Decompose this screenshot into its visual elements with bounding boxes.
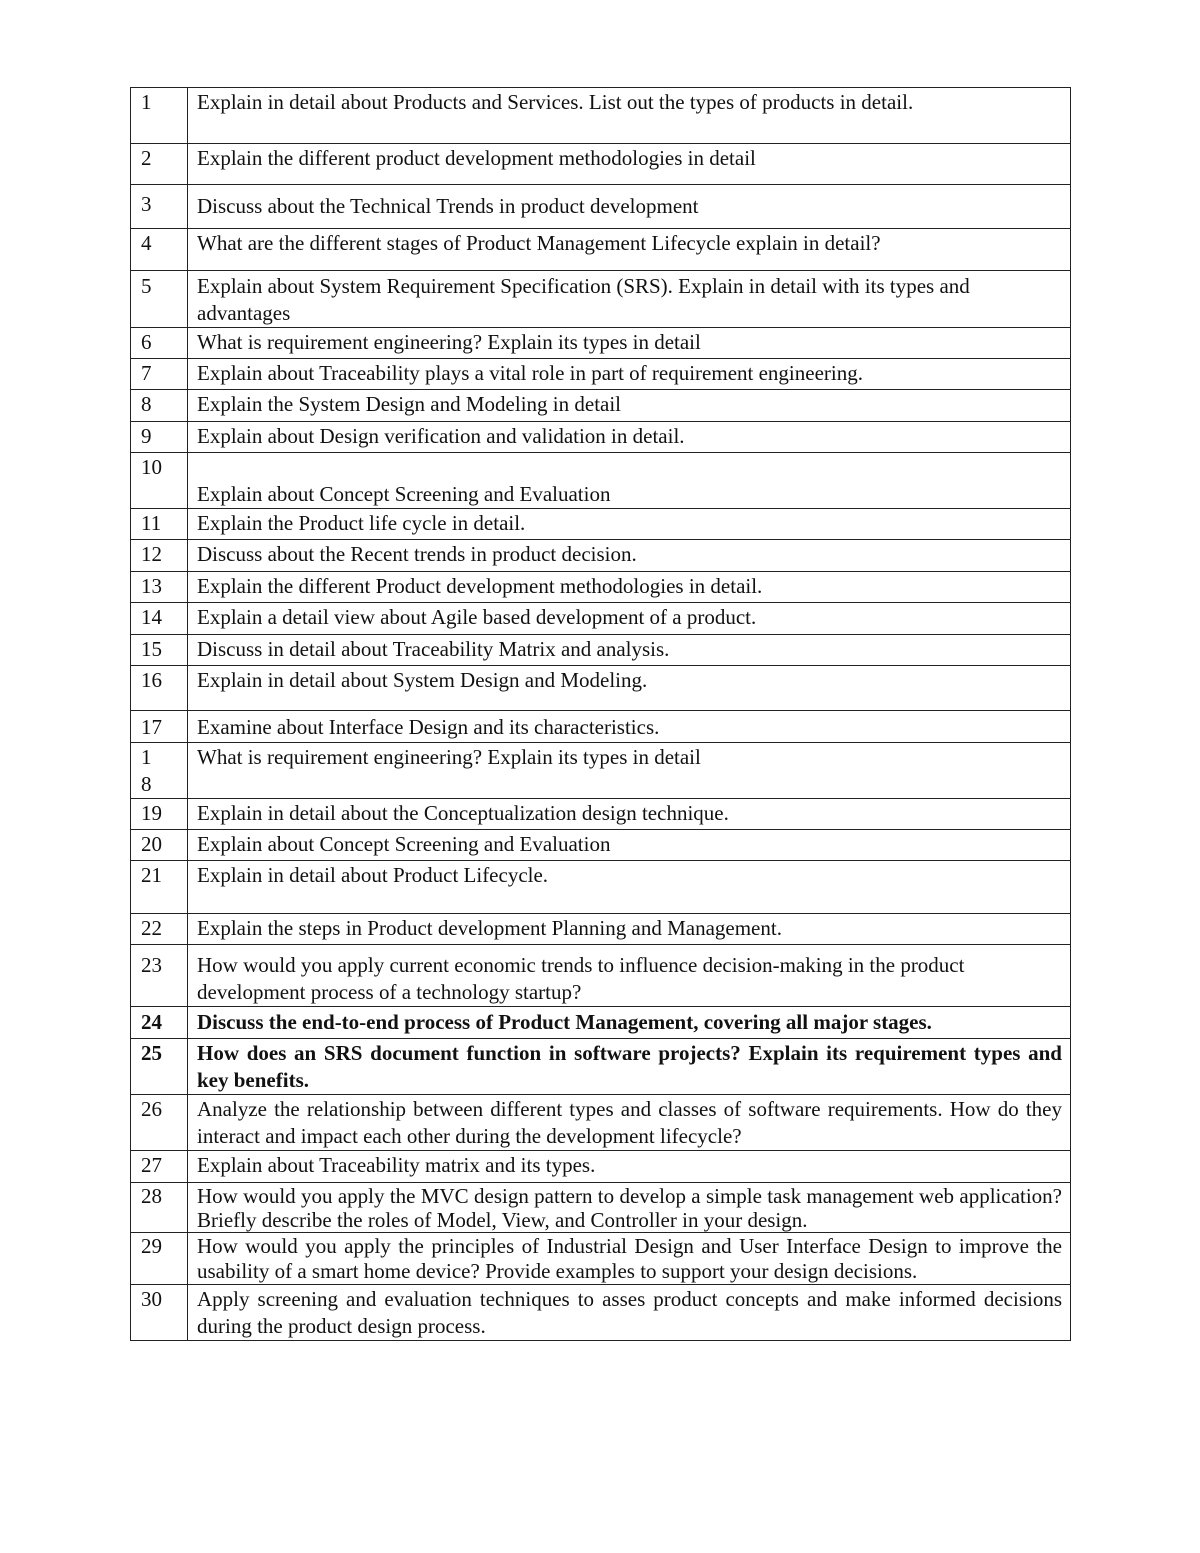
table-row — [131, 88, 1071, 144]
question-text: Explain about Concept Screening and Evaluation — [188, 453, 1071, 509]
question-number: 29 — [131, 1233, 188, 1285]
question-number: 16 — [131, 666, 188, 711]
question-number: 26 — [131, 1095, 188, 1151]
question-text: How would you apply the MVC design pattern to develop a simple task management web application? Briefly describe the roles of Model, View, and Controller in your design. — [188, 1183, 1071, 1233]
table-row — [131, 1183, 1071, 1233]
question-text: Discuss about the Technical Trends in product development — [188, 185, 1071, 229]
question-text: Analyze the relationship between different types and classes of software requirements. How do they interact and impact each other during the development lifecycle? — [188, 1095, 1071, 1151]
table-row — [131, 572, 1071, 603]
table-row — [131, 509, 1071, 540]
question-text: Explain about Concept Screening and Evaluation — [188, 830, 1071, 861]
table-row — [131, 271, 1071, 328]
question-text: How does an SRS document function in software projects? Explain its requirement types and key benefits. — [188, 1039, 1071, 1095]
table-row — [131, 229, 1071, 271]
question-number: 6 — [131, 328, 188, 359]
table-row — [131, 359, 1071, 390]
question-number: 30 — [131, 1285, 188, 1341]
question-text: Explain the System Design and Modeling in detail — [188, 390, 1071, 422]
table-row — [131, 861, 1071, 914]
question-text: Explain about Design verification and validation in detail. — [188, 422, 1071, 453]
table-row — [131, 1039, 1071, 1095]
table-row — [131, 390, 1071, 422]
question-number: 10 — [131, 453, 188, 509]
table-row — [131, 945, 1071, 1007]
question-text: How would you apply current economic trends to influence decision-making in the product development process of a technology startup? — [188, 945, 1071, 1007]
question-number: 23 — [131, 945, 188, 1007]
table-row — [131, 799, 1071, 830]
question-number: 1 8 — [131, 743, 188, 799]
question-text: Explain a detail view about Agile based development of a product. — [188, 603, 1071, 635]
question-text: What are the different stages of Product Management Lifecycle explain in detail? — [188, 229, 1071, 271]
table-row — [131, 453, 1071, 509]
question-table — [130, 87, 1071, 1341]
question-number: 22 — [131, 914, 188, 945]
question-number: 14 — [131, 603, 188, 635]
question-number: 3 — [131, 185, 188, 229]
question-text: Apply screening and evaluation techniques to asses product concepts and make informed decisions during the product design process. — [188, 1285, 1071, 1341]
question-text: Explain in detail about Products and Services. List out the types of products in detail. — [188, 88, 1071, 144]
table-row — [131, 328, 1071, 359]
question-number: 12 — [131, 540, 188, 572]
question-text: How would you apply the principles of Industrial Design and User Interface Design to improve the usability of a smart home device? Provide examples to support your design decisions. — [188, 1233, 1071, 1285]
question-text: Examine about Interface Design and its characteristics. — [188, 711, 1071, 743]
question-number: 4 — [131, 229, 188, 271]
table-row — [131, 1285, 1071, 1341]
question-number: 5 — [131, 271, 188, 328]
question-text: Explain in detail about Product Lifecycle. — [188, 861, 1071, 914]
table-row — [131, 666, 1071, 711]
question-number: 24 — [131, 1007, 188, 1039]
question-number: 19 — [131, 799, 188, 830]
question-number: 21 — [131, 861, 188, 914]
table-row — [131, 144, 1071, 185]
question-number: 17 — [131, 711, 188, 743]
question-text: Explain the different Product development methodologies in detail. — [188, 572, 1071, 603]
question-number: 20 — [131, 830, 188, 861]
question-text: Explain the different product development methodologies in detail — [188, 144, 1071, 185]
table-row — [131, 1233, 1071, 1285]
table-row — [131, 1151, 1071, 1183]
question-number: 11 — [131, 509, 188, 540]
question-text: Discuss in detail about Traceability Matrix and analysis. — [188, 635, 1071, 666]
table-row — [131, 743, 1071, 799]
question-number: 25 — [131, 1039, 188, 1095]
question-number: 13 — [131, 572, 188, 603]
question-text: Explain about Traceability plays a vital role in part of requirement engineering. — [188, 359, 1071, 390]
question-number: 8 — [131, 390, 188, 422]
table-row — [131, 1095, 1071, 1151]
question-text: Discuss about the Recent trends in product decision. — [188, 540, 1071, 572]
question-text: What is requirement engineering? Explain its types in detail — [188, 743, 1071, 799]
table-row — [131, 185, 1071, 229]
table-row — [131, 830, 1071, 861]
question-text: Explain the steps in Product development Planning and Management. — [188, 914, 1071, 945]
question-text: Explain about Traceability matrix and its types. — [188, 1151, 1071, 1183]
question-text: What is requirement engineering? Explain its types in detail — [188, 328, 1071, 359]
table-row — [131, 1007, 1071, 1039]
table-row — [131, 635, 1071, 666]
question-number: 2 — [131, 144, 188, 185]
table-row — [131, 422, 1071, 453]
question-text: Discuss the end-to-end process of Product Management, covering all major stages. — [188, 1007, 1071, 1039]
question-number: 28 — [131, 1183, 188, 1233]
question-number: 27 — [131, 1151, 188, 1183]
question-text: Explain about System Requirement Specification (SRS). Explain in detail with its types and advantages — [188, 271, 1071, 328]
table-row — [131, 711, 1071, 743]
question-text: Explain in detail about the Conceptualization design technique. — [188, 799, 1071, 830]
question-number: 1 — [131, 88, 188, 144]
table-row — [131, 603, 1071, 635]
question-text: Explain the Product life cycle in detail. — [188, 509, 1071, 540]
question-number: 7 — [131, 359, 188, 390]
table-row — [131, 914, 1071, 945]
question-number: 9 — [131, 422, 188, 453]
table-row — [131, 540, 1071, 572]
question-text: Explain in detail about System Design and Modeling. — [188, 666, 1071, 711]
question-number: 15 — [131, 635, 188, 666]
